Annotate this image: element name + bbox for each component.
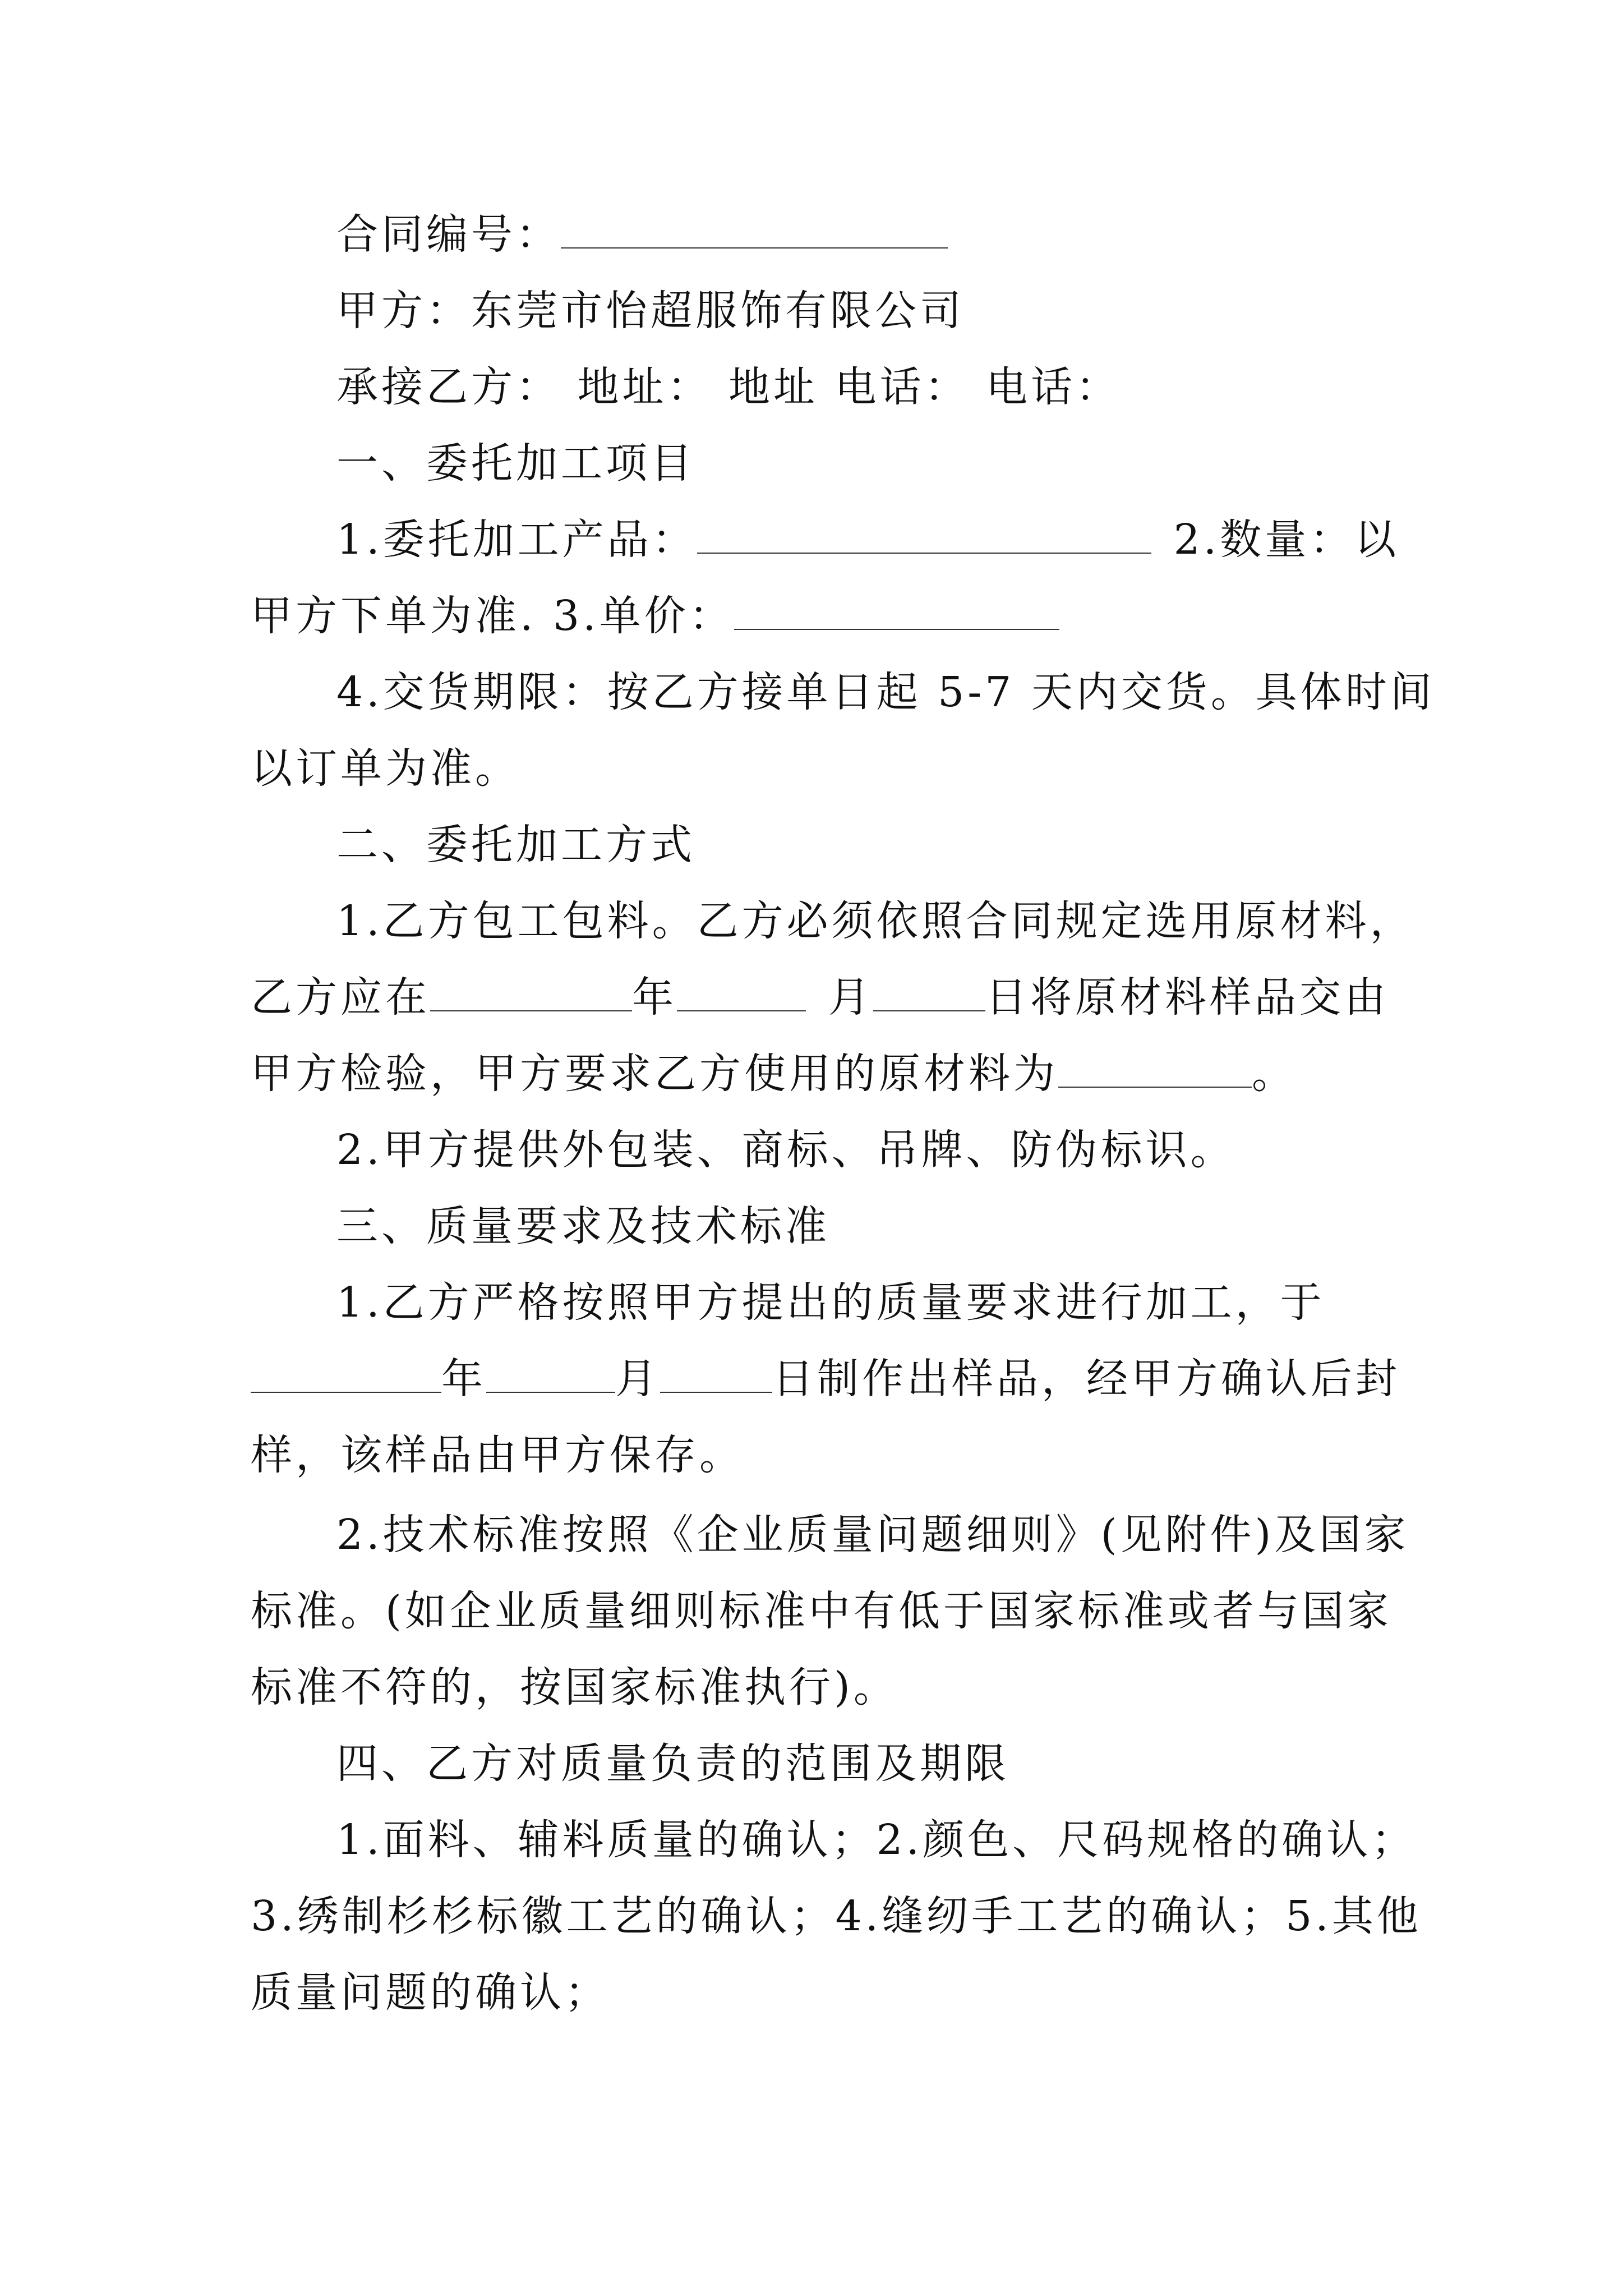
packaging-line: 2.甲方提供外包装、商标、吊牌、防伪标识。: [336, 1126, 1235, 1174]
quality-scope-line-3: 质量问题的确认；: [251, 1968, 610, 2017]
delivery-term-line: 4.交货期限：按乙方接单日起 5-7 天内交货。具体时间: [336, 668, 1435, 716]
materials-line: 1.乙方包工包料。乙方必须依照合同规定选用原材料，: [336, 897, 1415, 945]
technical-standard-line: 2.技术标准按照《企业质量问题细则》(见附件)及国家: [336, 1511, 1409, 1559]
sample-storage-line: 样，该样品由甲方保存。: [251, 1431, 744, 1479]
year-blank-1: [430, 977, 632, 1011]
section-1-heading: 一、委托加工项目: [336, 439, 695, 487]
product-blank: [697, 519, 1151, 554]
quality-requirement-line: 1.乙方严格按照甲方提出的质量要求进行加工，于: [336, 1278, 1325, 1327]
quantity-label: 2.数量：以: [1173, 516, 1400, 564]
unit-price-line: [251, 588, 1059, 644]
contract-number-label: 合同编号：: [336, 210, 561, 259]
month-label-1: 月: [828, 973, 873, 1022]
year-label-1: 年: [632, 973, 677, 1022]
year-label-2: 年: [441, 1355, 486, 1403]
materials-sample-date-line: [251, 969, 1389, 1025]
section-3-heading: 三、质量要求及技术标准: [336, 1202, 830, 1250]
day-blank-2: [660, 1358, 772, 1393]
unit-price-blank: [734, 595, 1059, 630]
technical-standard-line-3: 标准不符的，按国家标准执行)。: [251, 1663, 898, 1711]
materials-sample-suffix: 日将原材料样品交由: [985, 973, 1389, 1022]
quality-scope-line: 1.面料、辅料质量的确认；2.颜色、尺码规格的确认；: [336, 1816, 1417, 1864]
month-blank-2: [486, 1358, 615, 1393]
contract-number-blank: [561, 214, 948, 249]
unit-price-label: 甲方下单为准. 3.单价：: [251, 592, 734, 640]
section-2-heading: 二、委托加工方式: [336, 821, 695, 869]
month-blank-1: [677, 977, 806, 1011]
materials-sample-prefix: 乙方应在: [251, 973, 430, 1022]
quality-scope-line-2: 3.绣制杉杉标徽工艺的确认；4.缝纫手工艺的确认；5.其他: [251, 1892, 1422, 1940]
delivery-term-line-2: 以订单为准。: [251, 744, 520, 793]
party-a-line: 甲方：东莞市怡超服饰有限公司: [336, 287, 965, 335]
materials-inspection-end: 。: [1252, 1050, 1297, 1098]
technical-standard-line-2: 标准。(如企业质量细则标准中有低于国家标准或者与国家: [251, 1587, 1392, 1635]
year-blank-2: [251, 1358, 441, 1393]
sample-date-suffix: 日制作出样品，经甲方确认后封: [772, 1355, 1400, 1403]
product-label: 1.委托加工产品：: [336, 516, 697, 564]
sample-date-line: [251, 1351, 1400, 1407]
month-label-2: 月: [615, 1355, 660, 1403]
materials-inspection-line: [251, 1046, 1297, 1102]
day-blank-1: [873, 977, 985, 1011]
product-quantity-line: [251, 512, 1399, 568]
contract-number-line: [251, 206, 948, 263]
party-b-line: 承接乙方： 地址： 地址 电话： 电话：: [336, 363, 1121, 411]
materials-blank: [1058, 1053, 1252, 1088]
section-4-heading: 四、乙方对质量负责的范围及期限: [336, 1740, 1009, 1788]
materials-inspection-text: 甲方检验，甲方要求乙方使用的原材料为: [251, 1050, 1058, 1098]
